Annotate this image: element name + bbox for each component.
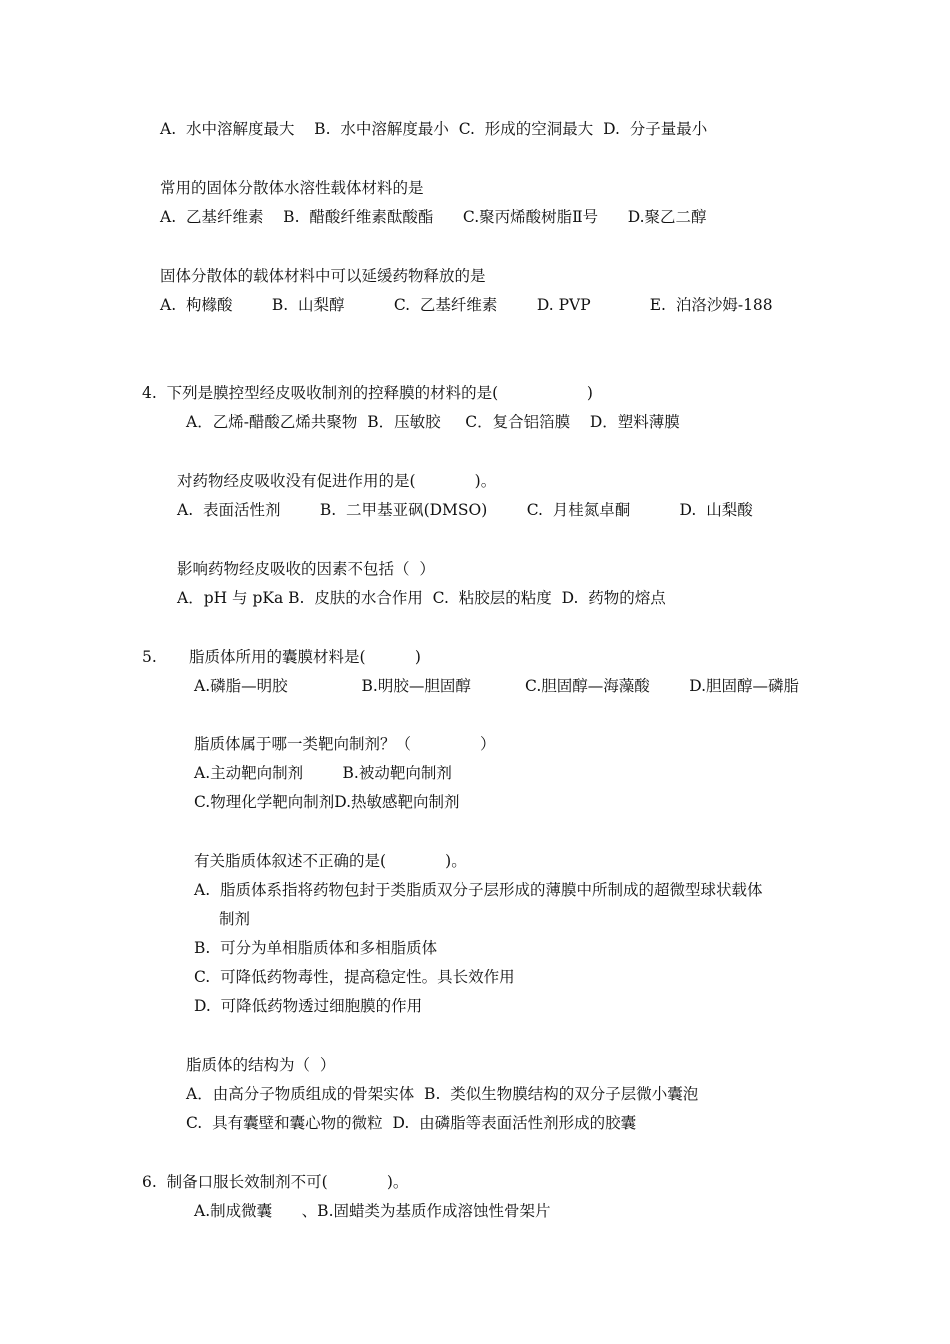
q-option-line: A.磷脂—明胶 B.明胶—胆固醇 C.胆固醇—海藻酸 D.胆固醇—磷脂 [194,677,799,695]
q-option-line: A. 表面活性剂 B. 二甲基亚砜(DMSO) C. 月桂氮卓酮 D. 山梨酸 [177,501,753,519]
q-option-line: A．pH 与 pKa B. 皮肤的水合作用 C. 粘胶层的粘度 D. 药物的熔点 [177,589,666,607]
q-option-line: A．由高分子物质组成的骨架实体 B. 类似生物膜结构的双分子层微小囊泡 [186,1085,699,1103]
question-5-stem: 脂质体所用的囊膜材料是( ) [189,648,421,666]
q-option-line: A. 脂质体系指将药物包封于类脂质双分子层形成的薄膜中所制成的超微型球状载体 [194,881,763,899]
question-stem: 脂质体属于哪一类靶向制剂？（ ） [194,735,496,753]
question-stem: 脂质体的结构为（ ） [186,1056,336,1074]
question-4-stem: 4. 下列是膜控型经皮吸收制剂的控释膜的材料的是( ) [142,384,593,402]
q-option-line: B. 可分为单相脂质体和多相脂质体 [194,939,438,957]
q-option-line: A.制成微囊 、B.固蜡类为基质作成溶蚀性骨架片 [194,1202,551,1220]
question-stem: 有关脂质体叙述不正确的是( )。 [194,852,467,870]
q-option-line: C. 具有囊壁和囊心物的微粒 D. 由磷脂等表面活性剂形成的胶囊 [186,1114,637,1132]
question-stem: 对药物经皮吸收没有促进作用的是( )。 [177,472,497,490]
question-5-number: 5. [142,648,157,666]
question-stem: 常用的固体分散体水溶性载体材料的是 [160,179,424,197]
q-option-continuation: 制剂 [219,910,251,928]
q-option-line: A. 乙基纤维素 B. 醋酸纤维素酞酸酯 C.聚丙烯酸树脂Ⅱ号 D.聚乙二醇 [160,208,707,226]
question-stem: 固体分散体的载体材料中可以延缓药物释放的是 [160,267,486,285]
question-6-stem: 6. 制备口服长效制剂不可( )。 [142,1173,409,1191]
q-option-line: D. 可降低药物透过细胞膜的作用 [194,997,423,1015]
q-option-line: C.物理化学靶向制剂D.热敏感靶向制剂 [194,793,460,811]
q-option-line: A. 枸橼酸 B. 山梨醇 C. 乙基纤维素 D. PVP E. 泊洛沙姆-188 [160,296,773,314]
q-option-line: A. 水中溶解度最大 B. 水中溶解度最小 C. 形成的空洞最大 D. 分子量最小 [160,120,708,138]
q-option-line: A．乙烯-醋酸乙烯共聚物 B．压敏胶 C．复合铝箔膜 D．塑料薄膜 [186,413,680,431]
q-option-line: A.主动靶向制剂 B.被动靶向制剂 [194,764,452,782]
question-stem: 影响药物经皮吸收的因素不包括（ ） [177,560,435,578]
q-option-line: C. 可降低药物毒性，提高稳定性。具长效作用 [194,968,515,986]
